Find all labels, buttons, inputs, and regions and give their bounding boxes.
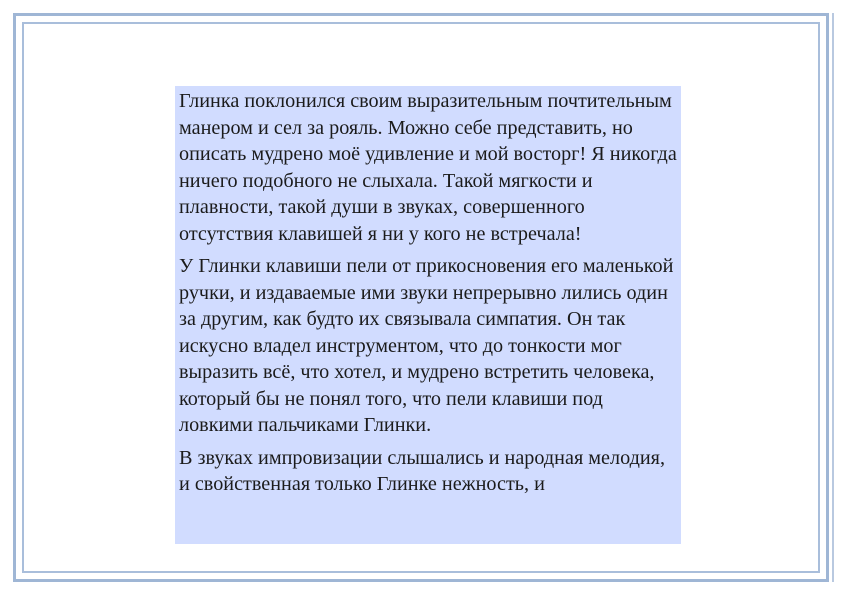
paragraph-2: У Глинки клавиши пели от прикосновения его маленькой ручки, и издаваемые ими звуки непрерывно лились один за другим, как будто их связывала симпатия. Он так искусно владел инструментом, что до тонкости мог выразить всё, что хотел, и мудрено встретить человека, который бы не понял того, что пели клавиши под ловкими пальчиками Глинки. [179, 255, 674, 436]
paragraph-3: В звуках импровизации слышались и народная мелодия, и свойственная только Глинке нежность, и [179, 446, 666, 495]
paragraph-1: Глинка поклонился своим выразительным почтительным манером и сел за рояль. Можно себе представить, но описать мудрено моё удивление и мой восторг! Я никогда ничего подобного не слыхала. Такой мягкости и плавности, такой души в звуках, совершенного отсутствия клавишей я ни у кого не встречала! [179, 90, 677, 245]
frame-shadow-line [828, 13, 834, 582]
text-box [175, 86, 681, 544]
